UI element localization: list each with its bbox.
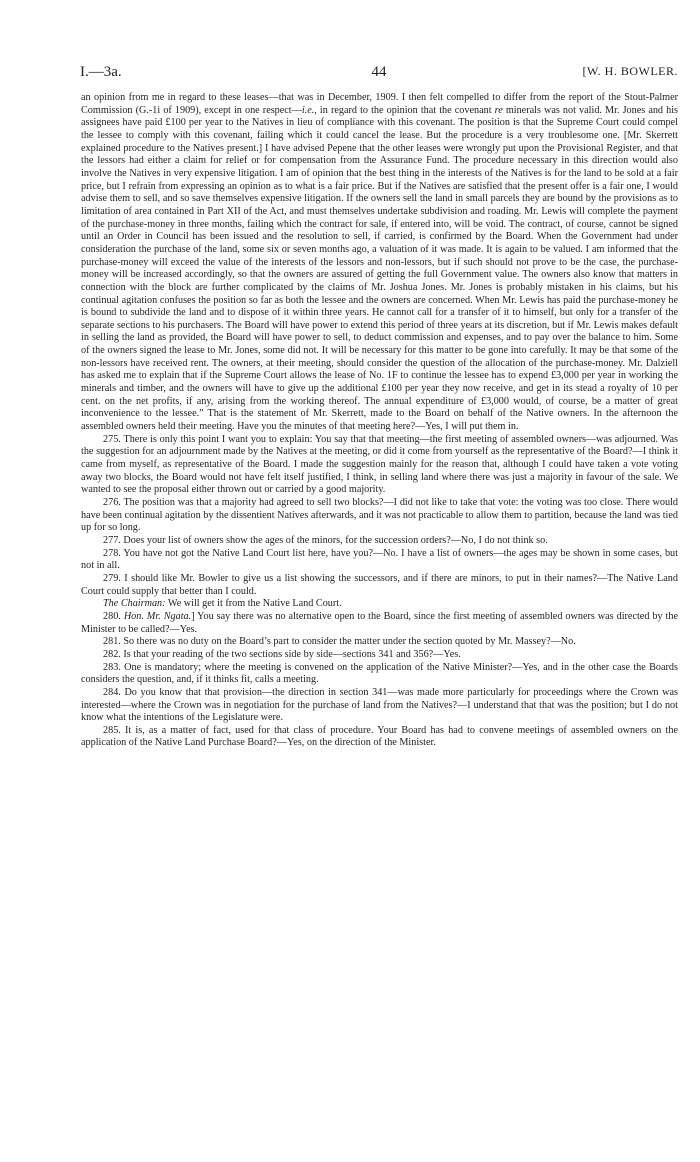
paragraph-text: 278. You have not got the Native Land Court list here, have you?—No. I have a list of owners—the ages may be shown in some cases, but not in all. <box>81 547 678 572</box>
paragraph-text: re <box>494 104 503 116</box>
paragraph-text: Hon. Mr. Ngata. <box>123 610 192 622</box>
paragraph <box>81 535 678 548</box>
paragraph <box>81 687 678 725</box>
paragraph-text: 285. It is, as a matter of fact, used for that class of procedure. Your Board has had to convene meetings of assembled owners on the application of the Native Land Purchase Board?—Yes, on the direction of the Minister. <box>81 724 678 749</box>
document-reference: I.—3a. <box>80 64 122 80</box>
paragraph-text: 282. Is that your reading of the two sections side by side—sections 341 and 356?—Yes. <box>103 648 461 660</box>
paragraph <box>81 636 678 649</box>
paragraph-text: i.e., <box>301 104 317 116</box>
paragraph <box>81 434 678 497</box>
paragraph <box>81 649 678 662</box>
document-body <box>81 92 678 750</box>
paragraph-text: We will get it from the Native Land Court. <box>165 598 342 610</box>
paragraph-text: 277. Does your list of owners show the ages of the minors, for the succession orders?—No, I do not think so. <box>103 534 548 546</box>
paragraph-text: The Chairman: <box>103 598 166 610</box>
page-header <box>80 64 678 84</box>
paragraph <box>81 548 678 573</box>
paragraph <box>81 725 678 750</box>
paragraph <box>81 598 678 611</box>
paragraph <box>81 573 678 598</box>
paragraph-text: 275. There is only this point I want you to explain: You say that that meeting—the first meeting of assembled owners—was adjourned. Was the suggestion for an adjournment made by the Natives at the meeting, or did it come from yourself as the representative of the Board?—I think it came from myself, as representative of the Board. I made the suggestion mainly for the reason that, although I could have taken a vote voting away two blocks, the Board would not have felt itself justified, I think, in selling land where there was just a majority in favour of the sale. We wanted to see the proposal either thrown out or carried by a good majority. <box>81 433 678 496</box>
page-number: 44 <box>371 64 387 80</box>
witness-name: [W. H. BOWLER. <box>582 64 678 78</box>
paragraph-text: 279. I should like Mr. Bowler to give us a list showing the successors, and if there are minors, to put in their names?—The Native Land Court could supply that better than I could. <box>81 572 678 597</box>
paragraph-text: 281. So there was no duty on the Board’s part to consider the matter under the section quoted by Mr. Massey?—No. <box>103 636 576 648</box>
paragraph-text: ] You say there was no alternative open to the Board, since the first meeting of assembled owners was directed by the Minister to be called?—Yes. <box>81 610 679 635</box>
paragraph <box>81 92 678 434</box>
paragraph-text: 283. One is mandatory; where the meeting is convened on the application of the Native Minister?—Yes, and in the other case the Boards considers the question, and, if it thinks fit, calls a meeting. <box>81 661 678 686</box>
paragraph <box>81 611 678 636</box>
paragraph <box>81 662 678 687</box>
paragraph-text: in regard to the opinion that the covenant <box>316 104 495 116</box>
paragraph-text: 276. The position was that a majority had agreed to sell two blocks?—I did not like to take that vote: the voting was too close. There would have been continual agitation by the dissentient Natives afterwards, and it was not practicable to allow them to partition, because the land was tied up for so long. <box>81 497 678 534</box>
paragraph-text: minerals was not valid. Mr. Jones and his assignees have paid £100 per year to the Natives in lieu of compliance with this covenant. The position is that the Supreme Court could compel the lessee to comply with this covenant, failing which it could cancel the lease. But the procedure is a very troublesome one. [Mr. Skerrett explained procedure to the Natives present.] I have advised Pepene that the other leases were wrongly put upon the Provisional Register, and that the lessors had either a claim for relief or for compensation from the Assurance Fund. The procedure necessary in this direction would also involve the Natives in very expensive litigation. I am of opinion that the best thing in the interests of the Natives is for the land to be sold at a fair price, but I refrain from expressing an opinion as to what is a fair price. But if the Natives are satisfied that the present offer is a fair one, I would advise them to sell, and so save themselves expensive litigation. If the owners sell the land in small parcels they are bound by the provisions as to limitation of area contained in Part XII of the Act, and must themselves undertake subdivision and roading. Mr. Lewis will complete the payment of the purchase-money in three months, failing which the contract for sale, if entered into, will be void. The contract, of course, cannot be signed until an Order in Council has been issued and the resolution to sell, if carried, is confirmed by the Board. When the Government had under consideration the purchase of the land, some six or seven months ago, a valuation of it was made. It is again to be valued. I am informed that the purchase-money will exceed the value of the interests of the lessors and non-lessors, but if such should not prove to be the case, the purchase-money will be increased accordingly, so that the owners are assured of getting the full Government value. The owners also know that matters in connection with the block are further complicated by the claims of Mr. Joshua Jones. Mr. Jones is probably mistaken in his claims, but his continual agitation confuses the position so far as both the lessee and the owners are concerned. When Mr. Lewis has paid the purchase-money he is bound to subdivide the land and to dispose of it within three years. He cannot call for a transfer of it to himself, but only for a transfer of the separate sections to his purchasers. The Board will have power to extend this period of three years at its discretion, but if Mr. Lewis makes default in selling the land as provided, the Board will have power to sell, to deduct commission and expenses, and to pay over the balance to him. Some of the owners signed the lease to Mr. Jones, some did not. It will be necessary for this matter to be gone into carefully. It may be that some of the non-lessors have received rent. The owners, at their meeting, should consider the question of the allocation of the purchase-money. Mr. Dalziell has asked me to explain that if the Supreme Court allows the lease of No. 1F to continue the lessee has to expend £3,000 per year in working the minerals and timber, and the owners will have to give up the additional £100 per year they now receive, and get in its stead a royalty of 10 per cent. on the net profits, if any, arising from the working thereof. The annual expenditure of £3,000 would, of course, be a matter of great inconvenience to the lessee.” That is the statement of Mr. Skerrett, made to the Board on behalf of the Native owners. In the afternoon the assembled owners held their meeting. Have you the minutes of that meeting here?—Yes, I will put them in. <box>81 104 679 433</box>
paragraph <box>81 497 678 535</box>
paragraph-text: 284. Do you know that that provision—the direction in section 341—was made more particularly for proceedings where the Crown was interested—where the Crown was in negotiation for the purchase of land from the Natives?—I understand that that was the position; but I do not know what the intentions of the Legislature were. <box>81 686 678 724</box>
paragraph-text: an opinion from me in regard to these leases—that was in December, 1909. I then felt compelled to differ from the report of the Stout-Palmer Commission (G.-1i of 1909), except in one respect— <box>81 92 678 116</box>
paragraph-text: 280. <box>103 610 124 622</box>
